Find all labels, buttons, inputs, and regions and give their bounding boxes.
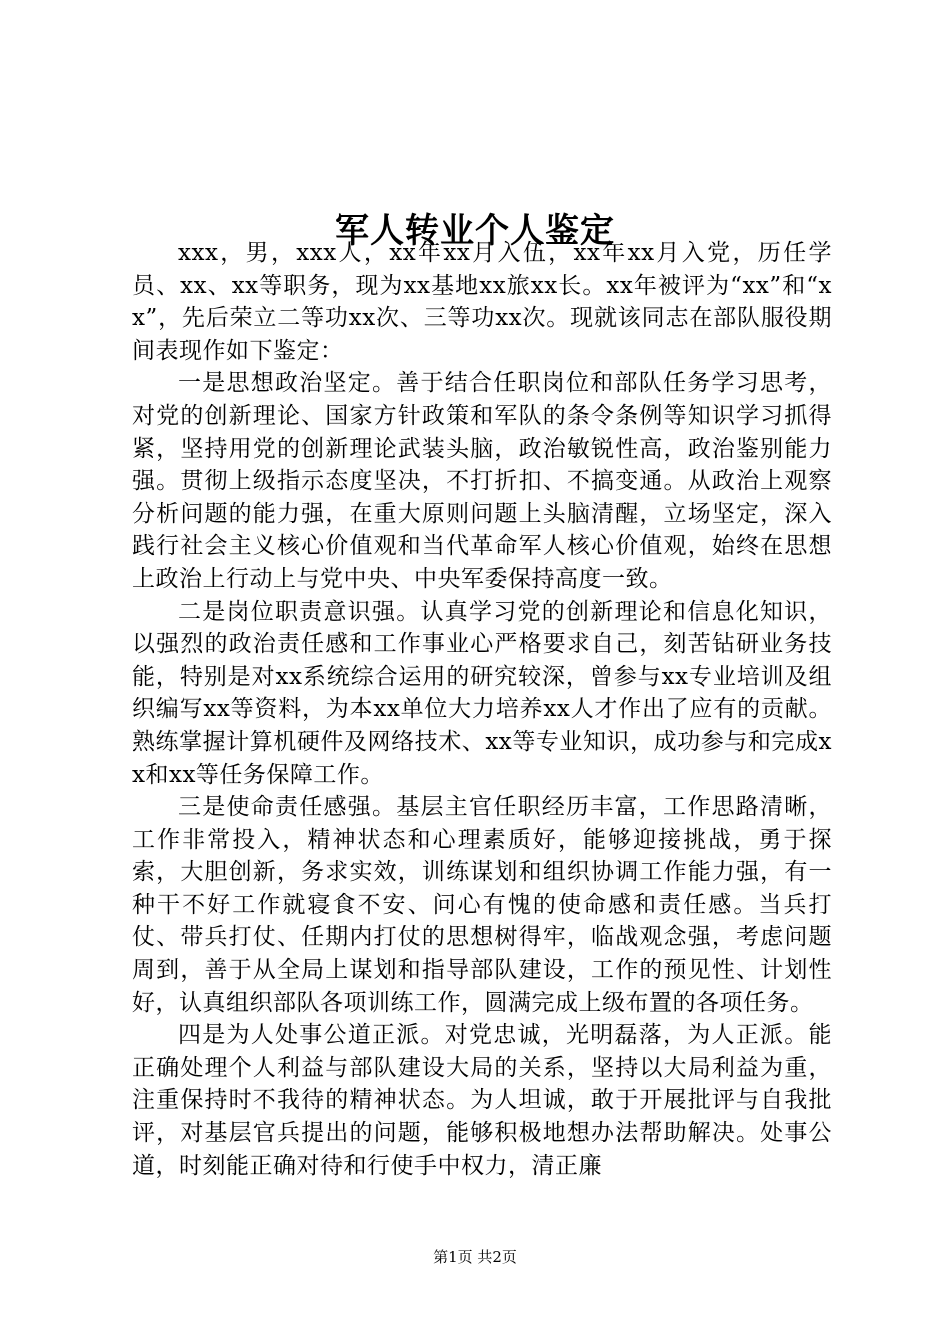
paragraph-political: 一是思想政治坚定。善于结合任职岗位和部队任务学习思考，对党的创新理论、国家方针政策和军队的条令条例等知识学习抓得紧，坚持用党的创新理论武装头脑，政治敏锐性高，政治鉴别能力强。贯彻上级指示态度坚决，不打折扣、不搞变通。从政治上观察分析问题的能力强，在重大原则问题上头脑清醒，立场坚定，深入践行社会主义核心价值观和当代革命军人核心价值观，始终在思想上政治上行动上与党中央、中央军委保持高度一致。: [132, 370, 832, 592]
paragraph-intro: xxx，男，xxx人，xx年xx月入伍，xx年xx月入党，历任学员、xx、xx等职务，现为xx基地xx旅xx长。xx年被评为“xx”和“xx”，先后荣立二等功xx次、三等功xx次。现就该同志在部队服役期间表现作如下鉴定：: [132, 240, 832, 364]
paragraph-mission: 三是使命责任感强。基层主官任职经历丰富，工作思路清晰，工作非常投入，精神状态和心理素质好，能够迎接挑战，勇于探索，大胆创新，务求实效，训练谋划和组织协调工作能力强，有一种干不好工作就寝食不安、问心有愧的使命感和责任感。当兵打仗、带兵打仗、任期内打仗的思想树得牢，临战观念强，考虑问题周到，善于从全局上谋划和指导部队建设，工作的预见性、计划性好，认真组织部队各项训练工作，圆满完成上级布置的各项任务。: [132, 794, 832, 1016]
document-title: 军人转业个人鉴定: [335, 210, 615, 251]
paragraph-conduct: 四是为人处事公道正派。对党忠诚，光明磊落，为人正派。能正确处理个人利益与部队建设大局的关系，坚持以大局利益为重，注重保持时不我待的精神状态。为人坦诚，敢于开展批评与自我批评，对基层官兵提出的问题，能够积极地想办法帮助解决。处事公道，时刻能正确对待和行使手中权力，清正廉: [132, 1022, 832, 1179]
paragraph-duty: 二是岗位职责意识强。认真学习党的创新理论和信息化知识，以强烈的政治责任感和工作事业心严格要求自己，刻苦钻研业务技能，特别是对xx系统综合运用的研究较深，曾参与xx专业培训及组织编写xx等资料，为本xx单位大力培养xx人才作出了应有的贡献。熟练掌握计算机硬件及网络技术、xx等专业知识，成功参与和完成xx和xx等任务保障工作。: [132, 598, 832, 788]
document-body: [132, 237, 832, 1182]
page-number-footer: 第1页 共2页: [433, 1248, 517, 1266]
